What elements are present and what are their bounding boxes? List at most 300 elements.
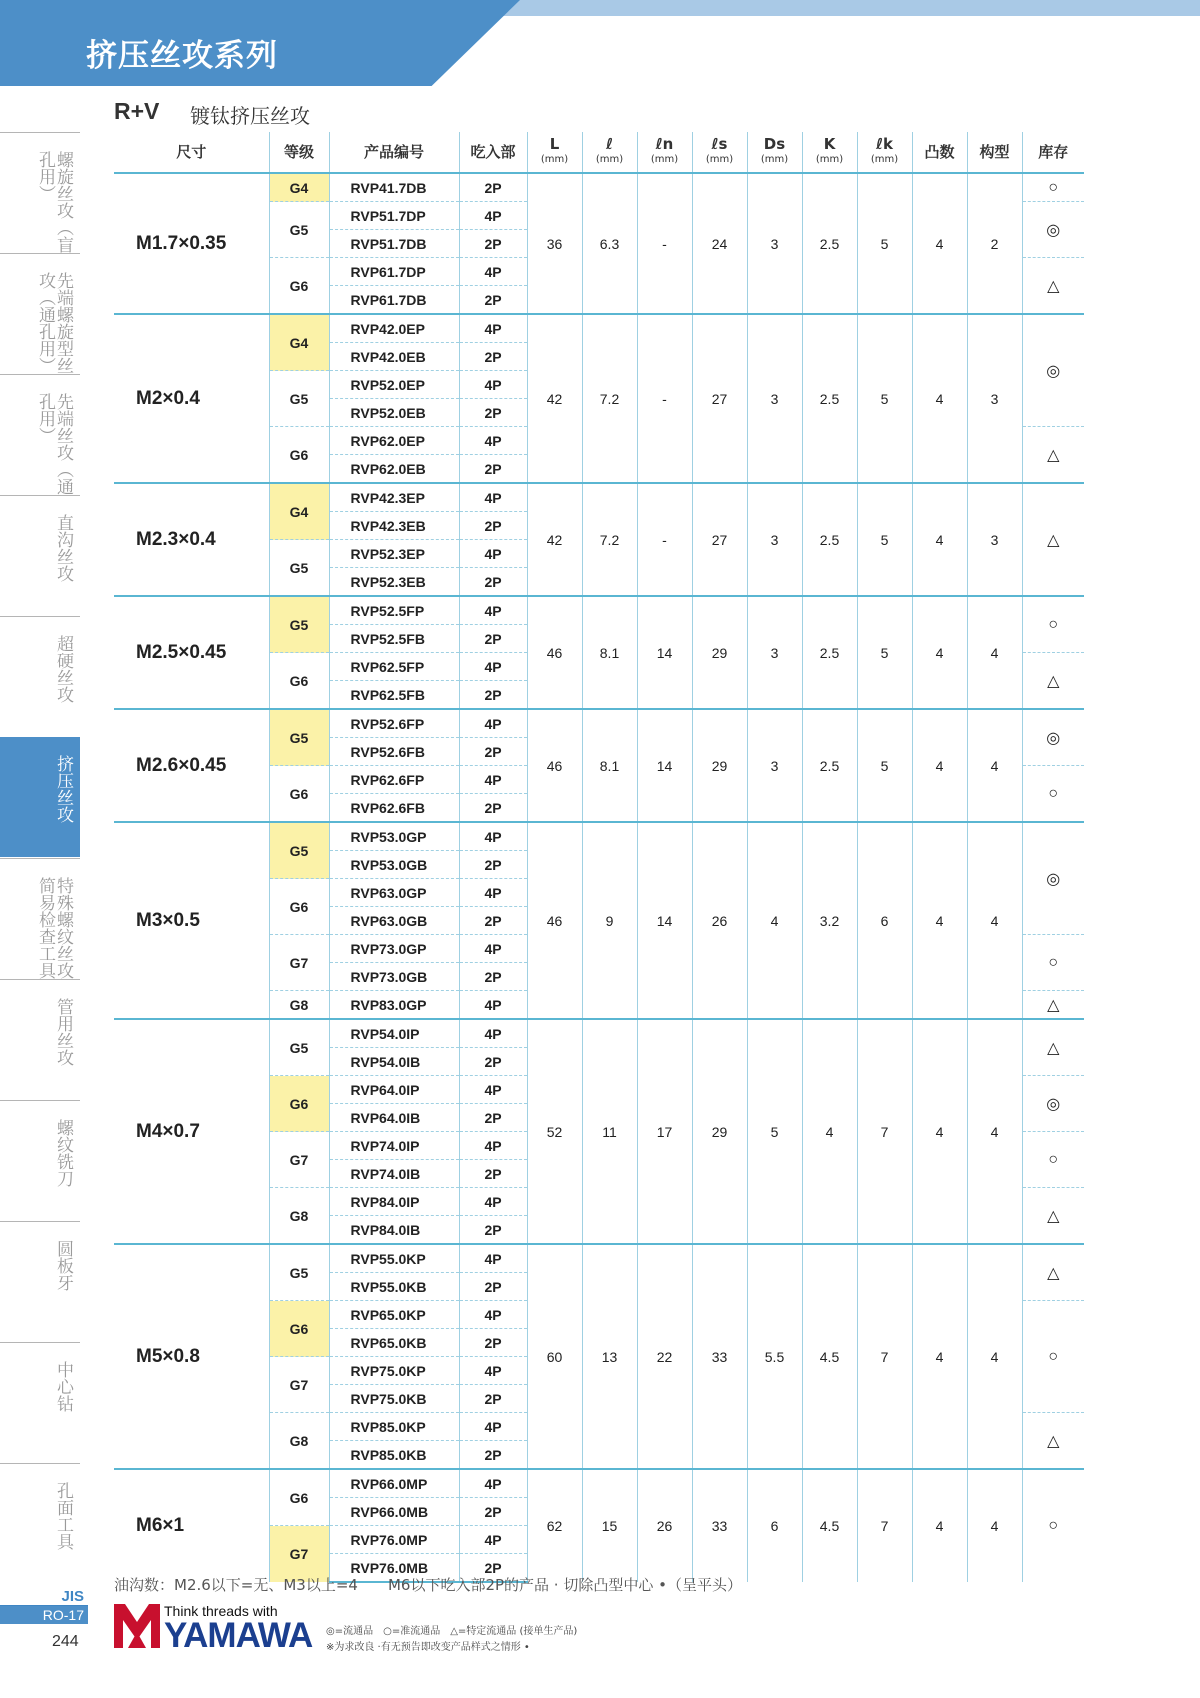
entry-cell: 4P xyxy=(459,822,527,851)
grade-cell: G6 xyxy=(269,1076,329,1132)
entry-cell: 2P xyxy=(459,738,527,766)
table-body xyxy=(114,173,1084,1582)
column-header-label: ℓn xyxy=(655,135,674,153)
entry-cell: 2P xyxy=(459,1329,527,1357)
grade-cell: G6 xyxy=(269,258,329,315)
product-code-cell: RVP62.0EB xyxy=(329,455,459,484)
sidebar-item-11[interactable] xyxy=(0,1342,80,1463)
grade-cell: G4 xyxy=(269,314,329,371)
spec-ls-cell: 29 xyxy=(692,1019,747,1244)
column-header xyxy=(912,132,967,173)
stock-cell: ○ xyxy=(1022,1469,1084,1582)
spec-ln-cell: - xyxy=(637,483,692,596)
stock-cell: △ xyxy=(1022,1019,1084,1076)
table-row xyxy=(114,596,1084,625)
stock-cell: △ xyxy=(1022,258,1084,315)
sidebar-item-label: 螺纹铣刀 xyxy=(53,1119,73,1187)
spec-K-cell: 4.5 xyxy=(802,1244,857,1469)
spec-form-cell: 4 xyxy=(967,822,1022,1019)
grade-cell: G6 xyxy=(269,653,329,710)
column-header-unit: (mm) xyxy=(540,154,569,165)
entry-cell: 2P xyxy=(459,1048,527,1076)
sidebar-item-7[interactable] xyxy=(0,858,80,979)
product-code-cell: RVP61.7DP xyxy=(329,258,459,286)
grade-cell: G5 xyxy=(269,822,329,879)
page-number: 244 xyxy=(52,1633,79,1650)
column-header-unit: (mm) xyxy=(815,154,844,165)
spec-ln-cell: 14 xyxy=(637,709,692,822)
entry-cell: 4P xyxy=(459,1019,527,1048)
entry-cell: 2P xyxy=(459,1104,527,1132)
grade-cell: G5 xyxy=(269,371,329,427)
column-header-label: 吃入部 xyxy=(470,142,516,161)
sidebar-item-label: 特殊螺纹丝攻简易检查工具 xyxy=(35,877,73,979)
spec-Ds-cell: 5 xyxy=(747,1019,802,1244)
stock-cell: ◎ xyxy=(1022,709,1084,766)
spec-ln-cell: 14 xyxy=(637,822,692,1019)
spec-lobes-cell: 4 xyxy=(912,1244,967,1469)
spec-L-cell: 62 xyxy=(527,1469,582,1582)
entry-cell: 2P xyxy=(459,1385,527,1413)
entry-cell: 4P xyxy=(459,314,527,343)
product-code-cell: RVP62.5FB xyxy=(329,681,459,710)
sidebar-item-3[interactable] xyxy=(0,374,80,495)
product-code-cell: RVP75.0KB xyxy=(329,1385,459,1413)
spec-ls-cell: 26 xyxy=(692,822,747,1019)
entry-cell: 4P xyxy=(459,483,527,512)
spec-lk-cell: 5 xyxy=(857,709,912,822)
spec-form-cell: 3 xyxy=(967,483,1022,596)
spec-lobes-cell: 4 xyxy=(912,173,967,314)
stock-cell: △ xyxy=(1022,483,1084,596)
footnote: 油沟数：M2.6以下=无、M3以上=4 M6以下吃入部2P的产品 · 切除凸型中心 •（呈平头） xyxy=(114,1576,742,1594)
product-code-cell: RVP62.6FP xyxy=(329,766,459,794)
product-series-code: R+V xyxy=(114,98,160,124)
entry-cell: 4P xyxy=(459,202,527,230)
column-header-label: 构型 xyxy=(979,142,1010,161)
spec-K-cell: 2.5 xyxy=(802,173,857,314)
grade-cell: G6 xyxy=(269,766,329,823)
sidebar-item-label: 圆板牙 xyxy=(53,1240,73,1291)
spec-lk-cell: 7 xyxy=(857,1019,912,1244)
spec-l-cell: 15 xyxy=(582,1469,637,1582)
product-code-cell: RVP73.0GB xyxy=(329,963,459,991)
column-header-label: K xyxy=(823,135,836,153)
spec-L-cell: 42 xyxy=(527,314,582,483)
spec-K-cell: 4.5 xyxy=(802,1469,857,1582)
spec-l-cell: 13 xyxy=(582,1244,637,1469)
product-code-cell: RVP62.6FB xyxy=(329,794,459,823)
size-cell: M6×1 xyxy=(114,1469,269,1582)
column-header-unit: (mm) xyxy=(870,154,899,165)
grade-cell: G5 xyxy=(269,202,329,258)
stock-cell: △ xyxy=(1022,1244,1084,1301)
entry-cell: 2P xyxy=(459,1273,527,1301)
spec-lobes-cell: 4 xyxy=(912,483,967,596)
product-code-cell: RVP52.0EP xyxy=(329,371,459,399)
stock-cell: ◎ xyxy=(1022,822,1084,935)
size-cell: M1.7×0.35 xyxy=(114,173,269,314)
column-header-label: 尺寸 xyxy=(176,142,207,161)
product-code-cell: RVP61.7DB xyxy=(329,286,459,315)
stock-cell: ◎ xyxy=(1022,314,1084,427)
entry-cell: 4P xyxy=(459,935,527,963)
spec-lk-cell: 5 xyxy=(857,483,912,596)
entry-cell: 2P xyxy=(459,963,527,991)
legend-note: ※为求改良 ·有无预告即改变产品样式之情形 • xyxy=(326,1642,530,1653)
spec-L-cell: 46 xyxy=(527,596,582,709)
product-code-cell: RVP51.7DP xyxy=(329,202,459,230)
sidebar-item-4[interactable] xyxy=(0,495,80,616)
stock-cell: △ xyxy=(1022,427,1084,484)
spec-Ds-cell: 4 xyxy=(747,822,802,1019)
column-header-label: 产品编号 xyxy=(363,142,424,161)
entry-cell: 4P xyxy=(459,596,527,625)
table-row xyxy=(114,709,1084,738)
column-header xyxy=(802,132,857,173)
entry-cell: 2P xyxy=(459,625,527,653)
spec-L-cell: 52 xyxy=(527,1019,582,1244)
size-cell: M4×0.7 xyxy=(114,1019,269,1244)
logo-wordmark: YAMAWA xyxy=(164,1616,313,1655)
entry-cell: 2P xyxy=(459,1498,527,1526)
spec-lobes-cell: 4 xyxy=(912,314,967,483)
entry-cell: 4P xyxy=(459,1526,527,1554)
grade-cell: G7 xyxy=(269,935,329,991)
yamawa-logo-icon xyxy=(114,1604,160,1648)
sidebar-item-12[interactable] xyxy=(0,1463,80,1584)
grade-cell: G5 xyxy=(269,1244,329,1301)
entry-cell: 2P xyxy=(459,230,527,258)
spec-form-cell: 4 xyxy=(967,1244,1022,1469)
product-code-cell: RVP63.0GP xyxy=(329,879,459,907)
sidebar-item-label: 管用丝攻 xyxy=(53,998,73,1066)
entry-cell: 4P xyxy=(459,1357,527,1385)
spec-ln-cell: 26 xyxy=(637,1469,692,1582)
column-header xyxy=(637,132,692,173)
spec-L-cell: 60 xyxy=(527,1244,582,1469)
entry-cell: 4P xyxy=(459,1469,527,1498)
column-header-unit: (mm) xyxy=(705,154,734,165)
entry-cell: 4P xyxy=(459,540,527,568)
column-header-label: 凸数 xyxy=(924,142,955,161)
entry-cell: 4P xyxy=(459,1301,527,1329)
sidebar-item-9[interactable] xyxy=(0,1100,80,1221)
grade-cell: G6 xyxy=(269,1301,329,1357)
entry-cell: 4P xyxy=(459,879,527,907)
product-code-cell: RVP54.0IB xyxy=(329,1048,459,1076)
spec-ls-cell: 27 xyxy=(692,483,747,596)
entry-cell: 4P xyxy=(459,1188,527,1216)
spec-form-cell: 2 xyxy=(967,173,1022,314)
spec-K-cell: 2.5 xyxy=(802,596,857,709)
spec-L-cell: 46 xyxy=(527,822,582,1019)
standard-tab xyxy=(0,1588,88,1624)
entry-cell: 2P xyxy=(459,399,527,427)
spec-K-cell: 3.2 xyxy=(802,822,857,1019)
product-code-cell: RVP52.6FB xyxy=(329,738,459,766)
size-cell: M2.6×0.45 xyxy=(114,709,269,822)
grade-cell: G4 xyxy=(269,173,329,202)
product-code-cell: RVP85.0KB xyxy=(329,1441,459,1470)
entry-cell: 4P xyxy=(459,427,527,455)
entry-cell: 2P xyxy=(459,1216,527,1245)
product-code-cell: RVP66.0MB xyxy=(329,1498,459,1526)
table-row xyxy=(114,483,1084,512)
product-code-cell: RVP75.0KP xyxy=(329,1357,459,1385)
spec-l-cell: 9 xyxy=(582,822,637,1019)
stock-cell: △ xyxy=(1022,1188,1084,1245)
product-code-cell: RVP65.0KP xyxy=(329,1301,459,1329)
product-code-cell: RVP84.0IB xyxy=(329,1216,459,1245)
product-code-cell: RVP52.3EP xyxy=(329,540,459,568)
table-row xyxy=(114,314,1084,343)
spec-l-cell: 6.3 xyxy=(582,173,637,314)
entry-cell: 4P xyxy=(459,258,527,286)
spec-lk-cell: 5 xyxy=(857,596,912,709)
column-header xyxy=(1022,132,1084,173)
column-header-unit: (mm) xyxy=(760,154,789,165)
spec-L-cell: 42 xyxy=(527,483,582,596)
product-code-cell: RVP42.3EP xyxy=(329,483,459,512)
size-cell: M2.3×0.4 xyxy=(114,483,269,596)
entry-cell: 2P xyxy=(459,1441,527,1470)
spec-lk-cell: 7 xyxy=(857,1469,912,1582)
spec-lobes-cell: 4 xyxy=(912,822,967,1019)
stock-legend: ◎=流通品 ○=准流通品 △=特定流通品 (接单生产品) xyxy=(326,1626,578,1637)
spec-lobes-cell: 4 xyxy=(912,709,967,822)
stock-cell: ○ xyxy=(1022,935,1084,991)
column-header-label: ℓk xyxy=(875,135,894,153)
stock-cell: ○ xyxy=(1022,173,1084,202)
stock-cell: ◎ xyxy=(1022,1076,1084,1132)
sidebar-item-label: 螺旋丝攻（盲孔用） xyxy=(35,151,73,253)
grade-cell: G6 xyxy=(269,879,329,935)
spec-ln-cell: 22 xyxy=(637,1244,692,1469)
table-row xyxy=(114,173,1084,202)
spec-K-cell: 2.5 xyxy=(802,483,857,596)
entry-cell: 2P xyxy=(459,173,527,202)
product-code-cell: RVP83.0GP xyxy=(329,991,459,1020)
size-cell: M2×0.4 xyxy=(114,314,269,483)
product-code-cell: RVP76.0MB xyxy=(329,1554,459,1583)
product-code-cell: RVP65.0KB xyxy=(329,1329,459,1357)
stock-cell: △ xyxy=(1022,653,1084,710)
entry-cell: 2P xyxy=(459,681,527,710)
product-code-cell: RVP41.7DB xyxy=(329,173,459,202)
spec-form-cell: 4 xyxy=(967,1469,1022,1582)
size-cell: M3×0.5 xyxy=(114,822,269,1019)
product-code-cell: RVP64.0IP xyxy=(329,1076,459,1104)
grade-cell: G5 xyxy=(269,709,329,766)
spec-K-cell: 4 xyxy=(802,1019,857,1244)
product-code-cell: RVP74.0IP xyxy=(329,1132,459,1160)
entry-cell: 2P xyxy=(459,851,527,879)
grade-cell: G4 xyxy=(269,483,329,540)
spec-lobes-cell: 4 xyxy=(912,1469,967,1582)
spec-ls-cell: 24 xyxy=(692,173,747,314)
stock-cell: ○ xyxy=(1022,1301,1084,1413)
product-code-cell: RVP76.0MP xyxy=(329,1526,459,1554)
spec-Ds-cell: 3 xyxy=(747,596,802,709)
spec-ls-cell: 29 xyxy=(692,596,747,709)
spec-l-cell: 8.1 xyxy=(582,596,637,709)
grade-cell: G6 xyxy=(269,1469,329,1526)
entry-cell: 2P xyxy=(459,907,527,935)
product-code-cell: RVP62.5FP xyxy=(329,653,459,681)
entry-cell: 4P xyxy=(459,653,527,681)
entry-cell: 2P xyxy=(459,1554,527,1583)
spec-lk-cell: 6 xyxy=(857,822,912,1019)
entry-cell: 4P xyxy=(459,1413,527,1441)
column-header xyxy=(747,132,802,173)
column-header-label: ℓ xyxy=(605,135,614,153)
grade-cell: G8 xyxy=(269,991,329,1020)
stock-cell: ◎ xyxy=(1022,202,1084,258)
entry-cell: 2P xyxy=(459,286,527,315)
product-code-cell: RVP66.0MP xyxy=(329,1469,459,1498)
logo-tagline: Think threads with xyxy=(164,1603,278,1619)
grade-cell: G7 xyxy=(269,1132,329,1188)
stock-cell: ○ xyxy=(1022,1132,1084,1188)
spec-form-cell: 4 xyxy=(967,596,1022,709)
entry-cell: 2P xyxy=(459,343,527,371)
spec-lobes-cell: 4 xyxy=(912,1019,967,1244)
entry-cell: 4P xyxy=(459,709,527,738)
sidebar-item-10[interactable] xyxy=(0,1221,80,1342)
spec-L-cell: 36 xyxy=(527,173,582,314)
spec-Ds-cell: 3 xyxy=(747,173,802,314)
product-code-cell: RVP62.0EP xyxy=(329,427,459,455)
spec-lobes-cell: 4 xyxy=(912,596,967,709)
grade-cell: G5 xyxy=(269,596,329,653)
grade-cell: G7 xyxy=(269,1357,329,1413)
column-header-unit: (mm) xyxy=(595,154,624,165)
entry-cell: 2P xyxy=(459,1160,527,1188)
product-code-cell: RVP42.3EB xyxy=(329,512,459,540)
entry-cell: 2P xyxy=(459,455,527,484)
sidebar-item-6[interactable] xyxy=(0,737,80,857)
column-header xyxy=(582,132,637,173)
size-cell: M2.5×0.45 xyxy=(114,596,269,709)
product-code-cell: RVP85.0KP xyxy=(329,1413,459,1441)
entry-cell: 4P xyxy=(459,1132,527,1160)
table-row xyxy=(114,1469,1084,1498)
column-header-label: 等级 xyxy=(283,142,314,161)
entry-cell: 4P xyxy=(459,991,527,1020)
spec-form-cell: 4 xyxy=(967,709,1022,822)
column-header-unit: (mm) xyxy=(650,154,679,165)
column-header xyxy=(269,132,329,173)
grade-cell: G5 xyxy=(269,540,329,597)
spec-l-cell: 8.1 xyxy=(582,709,637,822)
stock-cell: △ xyxy=(1022,991,1084,1020)
sidebar-item-label: 中心钻 xyxy=(53,1361,73,1412)
spec-form-cell: 3 xyxy=(967,314,1022,483)
column-header xyxy=(967,132,1022,173)
sidebar-item-label: 孔面工具 xyxy=(53,1482,73,1550)
spec-Ds-cell: 3 xyxy=(747,709,802,822)
column-header-label: 库存 xyxy=(1038,142,1069,161)
spec-Ds-cell: 5.5 xyxy=(747,1244,802,1469)
spec-lk-cell: 7 xyxy=(857,1244,912,1469)
table-row xyxy=(114,1244,1084,1273)
sidebar-item-label: 超硬丝攻 xyxy=(53,635,73,703)
entry-cell: 2P xyxy=(459,568,527,597)
spec-form-cell: 4 xyxy=(967,1019,1022,1244)
spec-L-cell: 46 xyxy=(527,709,582,822)
page-title: 挤压丝攻系列 xyxy=(86,38,278,74)
column-header-label: L xyxy=(549,135,560,153)
spec-ls-cell: 33 xyxy=(692,1469,747,1582)
grade-cell: G8 xyxy=(269,1413,329,1470)
spec-K-cell: 2.5 xyxy=(802,709,857,822)
spec-l-cell: 7.2 xyxy=(582,483,637,596)
product-code-cell: RVP52.0EB xyxy=(329,399,459,427)
spec-lk-cell: 5 xyxy=(857,173,912,314)
grade-cell: G5 xyxy=(269,1019,329,1076)
spec-ls-cell: 27 xyxy=(692,314,747,483)
entry-cell: 4P xyxy=(459,766,527,794)
sidebar-item-1[interactable] xyxy=(0,132,80,253)
spec-K-cell: 2.5 xyxy=(802,314,857,483)
table-header-row xyxy=(114,132,1084,173)
column-header xyxy=(329,132,459,173)
product-code-cell: RVP42.0EP xyxy=(329,314,459,343)
table-row xyxy=(114,822,1084,851)
sidebar-item-label: 直沟丝攻 xyxy=(53,514,73,582)
product-code-cell: RVP52.3EB xyxy=(329,568,459,597)
entry-cell: 2P xyxy=(459,794,527,823)
spec-ls-cell: 29 xyxy=(692,709,747,822)
spec-table xyxy=(114,132,1084,1583)
column-header-label: Ds xyxy=(763,135,786,153)
spec-ln-cell: - xyxy=(637,173,692,314)
product-code-cell: RVP51.7DB xyxy=(329,230,459,258)
product-code-cell: RVP73.0GP xyxy=(329,935,459,963)
product-code-cell: RVP55.0KP xyxy=(329,1244,459,1273)
product-code-cell: RVP53.0GP xyxy=(329,822,459,851)
spec-ls-cell: 33 xyxy=(692,1244,747,1469)
column-header-label: ℓs xyxy=(711,135,728,153)
stock-cell: △ xyxy=(1022,1413,1084,1470)
product-code-cell: RVP64.0IB xyxy=(329,1104,459,1132)
sidebar-item-5[interactable] xyxy=(0,616,80,737)
spec-lk-cell: 5 xyxy=(857,314,912,483)
product-code-cell: RVP54.0IP xyxy=(329,1019,459,1048)
entry-cell: 4P xyxy=(459,1244,527,1273)
product-code-cell: RVP53.0GB xyxy=(329,851,459,879)
product-code-cell: RVP52.6FP xyxy=(329,709,459,738)
sidebar-item-2[interactable] xyxy=(0,253,80,374)
section-code: RO-17 xyxy=(0,1606,88,1624)
sidebar-item-label: 先端螺旋型丝攻（通孔用） xyxy=(35,272,73,374)
sidebar-item-8[interactable] xyxy=(0,979,80,1100)
entry-cell: 4P xyxy=(459,1076,527,1104)
spec-ln-cell: 17 xyxy=(637,1019,692,1244)
spec-l-cell: 7.2 xyxy=(582,314,637,483)
grade-cell: G7 xyxy=(269,1526,329,1583)
column-header xyxy=(527,132,582,173)
grade-cell: G8 xyxy=(269,1188,329,1245)
spec-Ds-cell: 3 xyxy=(747,483,802,596)
product-code-cell: RVP42.0EB xyxy=(329,343,459,371)
spec-Ds-cell: 3 xyxy=(747,314,802,483)
product-code-cell: RVP52.5FB xyxy=(329,625,459,653)
grade-cell: G6 xyxy=(269,427,329,484)
jis-label: JIS xyxy=(0,1588,88,1606)
product-code-cell: RVP55.0KB xyxy=(329,1273,459,1301)
